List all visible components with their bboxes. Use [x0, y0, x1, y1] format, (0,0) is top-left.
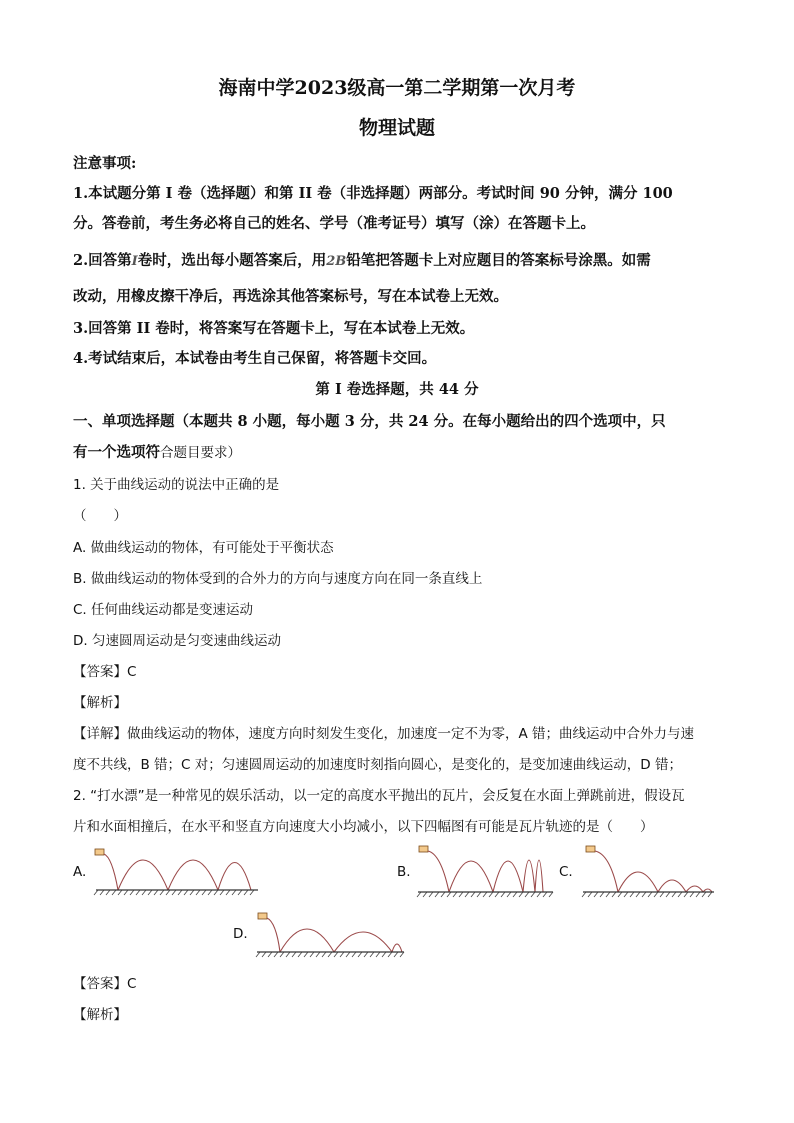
- section-1-line-2-bold: 有一个选项符: [73, 444, 160, 461]
- q1-option-d: D. 匀速圆周运动是匀变速曲线运动: [73, 633, 281, 649]
- q1-detail-line-2: 度不共线，B 错；C 对；匀速圆周运动的加速度时刻指向圆心，是变化的，是变加速曲线运动，D 错；: [73, 757, 682, 773]
- q2-figure-c-stone: [586, 846, 595, 852]
- q2-figure-b: [413, 840, 558, 900]
- page-subtitle: 物理试题: [358, 117, 435, 139]
- note-2-line-2: 改动，用橡皮擦干净后，再选涂其他答案标号，写在本试卷上无效。: [73, 288, 508, 305]
- q2-figure-d: [252, 908, 412, 960]
- q2-label-d: D.: [233, 926, 248, 942]
- q1-option-b: B. 做曲线运动的物体受到的合外力的方向与速度方向在同一条直线上: [73, 571, 483, 587]
- q1-option-c: C. 任何曲线运动都是变速运动: [73, 602, 254, 618]
- note-1-line-1: 1.本试题分第 I 卷（选择题）和第 II 卷（非选择题）两部分。考试时间 90 分钟，满分 100: [73, 185, 673, 202]
- q2-figure-a: [88, 845, 268, 900]
- page-title: 海南中学2023级高一第二学期第一次月考: [218, 77, 576, 99]
- q1-option-a: A. 做曲线运动的物体，有可能处于平衡状态: [73, 540, 334, 556]
- q2-figure-d-hatch: [256, 952, 404, 957]
- q2-figure-c-arc-3: [658, 880, 686, 892]
- q2-figure-c-arc-1: [595, 851, 618, 892]
- math-roman-one: I: [131, 254, 138, 269]
- q1-stem: 1. 关于曲线运动的说法中正确的是: [73, 477, 280, 493]
- q2-figure-c: [578, 840, 718, 900]
- note-1-line-2: 分。答卷前，考生务必将自己的姓名、学号（准考证号）填写（涂）在答题卡上。: [73, 215, 595, 232]
- q1-analysis: 【解析】: [73, 695, 127, 711]
- section-1-line-2: [73, 441, 241, 462]
- part-1-title: 第 I 卷选择题，共 44 分: [315, 381, 479, 398]
- note-2-suffix: 铅笔把答题卡上对应题目的答案标号涂黑。如需: [346, 252, 651, 269]
- note-3: 3.回答第 II 卷时，将答案写在答题卡上，写在本试卷上无效。: [73, 320, 475, 337]
- q2-figure-b-arc-3: [493, 861, 523, 892]
- q2-figure-d-stone: [258, 913, 267, 919]
- q2-figure-a-stone: [95, 849, 104, 855]
- note-2-prefix: 2.回答第: [73, 252, 132, 269]
- q2-figure-c-hatch: [582, 892, 712, 897]
- q2-figure-a-arc-4: [218, 863, 251, 891]
- q2-figure-a-arc-1: [104, 854, 118, 890]
- q2-figure-b-hatch: [417, 892, 553, 897]
- q2-figure-c-arc-4: [686, 886, 703, 892]
- q2-figure-b-arc-4: [523, 860, 535, 892]
- notes-heading: 注意事项:: [73, 155, 137, 172]
- q2-answer: 【答案】C: [73, 976, 137, 992]
- q2-figure-c-arc-2: [618, 872, 658, 892]
- q2-analysis: 【解析】: [73, 1007, 127, 1023]
- q2-figure-b-arc-1: [428, 851, 449, 892]
- q2-figure-d-arc-3: [334, 932, 392, 952]
- q2-label-a: A.: [73, 864, 87, 880]
- q2-figure-a-hatch: [94, 890, 254, 895]
- note-2-line-1: [73, 249, 651, 270]
- q2-figure-d-arc-2: [280, 929, 334, 952]
- q2-stem-line-1: 2. “打水漂”是一种常见的娱乐活动，以一定的高度水平抛出的瓦片，会反复在水面上弹跳前进，假设瓦: [73, 788, 685, 804]
- q2-label-c: C.: [559, 864, 573, 880]
- q2-figure-b-stone: [419, 846, 428, 852]
- q2-stem-line-2: 片和水面相撞后，在水平和竖直方向速度大小均减小，以下四幅图有可能是瓦片轨迹的是（ ）: [73, 819, 654, 835]
- q2-figure-b-arc-2: [449, 861, 493, 892]
- q1-blank: （ ）: [73, 508, 127, 524]
- q2-figure-a-arc-3: [168, 860, 218, 890]
- q1-answer: 【答案】C: [73, 664, 137, 680]
- q1-detail-line-1: 【详解】做曲线运动的物体，速度方向时刻发生变化，加速度一定不为零，A 错；曲线运动中合外力与速: [73, 726, 695, 742]
- note-2-middle: 卷时，选出每小题答案后，用: [137, 252, 327, 269]
- q2-label-b: B.: [397, 864, 411, 880]
- q2-figure-d-arc-1: [267, 918, 280, 952]
- math-2b: 2B: [326, 254, 347, 269]
- q2-figure-d-arc-4: [392, 944, 402, 952]
- q2-figure-a-arc-2: [118, 860, 168, 890]
- section-1-line-1: 一、单项选择题（本题共 8 小题，每小题 3 分，共 24 分。在每小题给出的四个选项中，只: [73, 413, 666, 430]
- q2-figure-b-arc-5: [535, 860, 543, 892]
- section-1-line-2-normal: 合题目要求）: [160, 445, 241, 461]
- note-4: 4.考试结束后，本试卷由考生自己保留，将答题卡交回。: [73, 350, 437, 367]
